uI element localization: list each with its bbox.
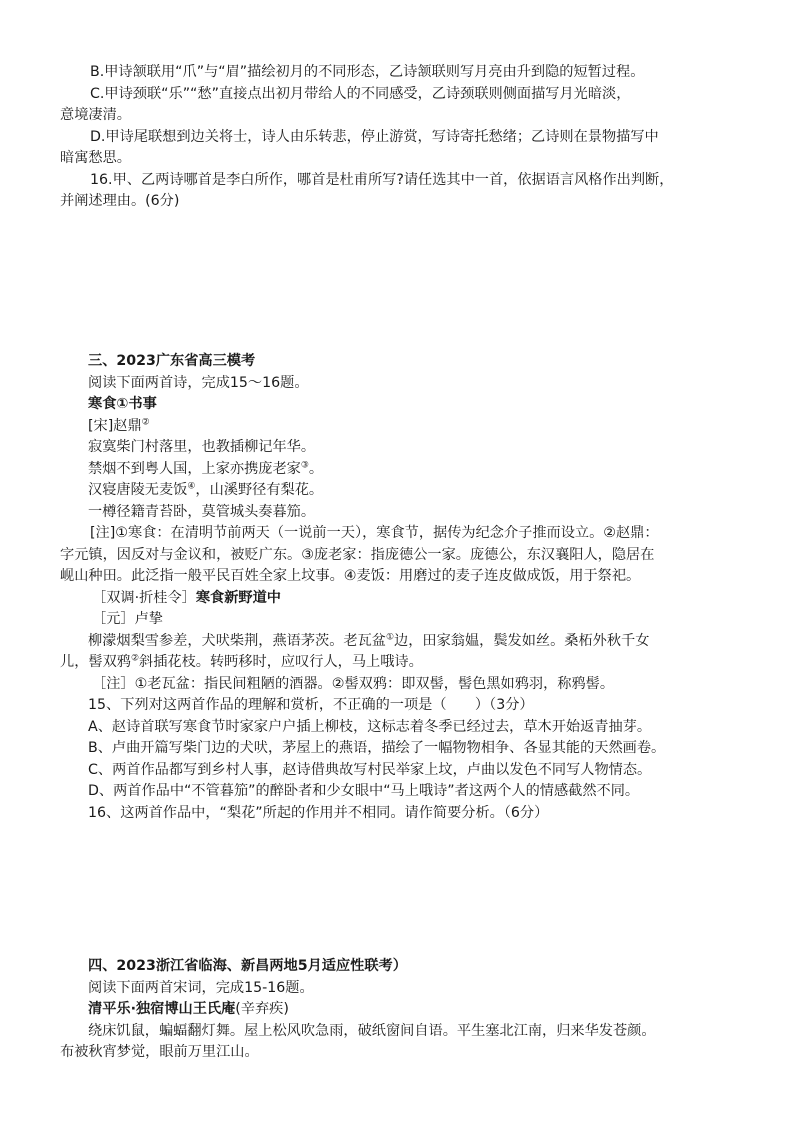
poem2-tune: ［双调·折桂令］ [92,589,196,606]
part4-heading: 四、2023浙江省临海、新昌两地5月适应性联考） [88,958,407,974]
part4-poem-line2: 布被秋宵梦觉，眼前万里江山。 [60,1044,259,1060]
poem1-line1: 寂寞柴门村落里，也教插柳记年华。 [88,439,316,455]
part4-intro: 阅读下面两首宋词，完成15-16题。 [88,979,314,996]
poem2-line2 [60,652,740,674]
poem2-author: ［元］卢挚 [92,611,163,627]
option-d-line1: D.甲诗尾联想到边关将士，诗人由乐转悲，停止游赏，写诗寄托愁绪；乙诗则在景物描写中 [90,128,659,145]
poem1-line4: 一樽径籍青苔卧，莫管城头奏暮笳。 [88,503,316,520]
part2-section [60,62,740,213]
poem2-line2-end: 斜插花枝。转眄移时，应叹行人，马上哦诗。 [139,654,423,670]
poem2-heading [88,588,740,610]
note1-line1: [注]①寒食：在清明节前两天（一说前一天），寒食节，据传为纪念介子推而设立。②赵鼎： [90,525,659,541]
question-15-option-d: D、两首作品中“不管暮笳”的醉卧者和少女眼中“马上哦诗”者这两个人的情感截然不同。 [88,783,640,799]
poem1-line3-text: 汉寝唐陵无麦饭 [88,482,188,498]
question-15-option-b: B、卢曲开篇写柴门边的犬吠，茅屋上的燕语，描绘了一幅物物相争、各显其能的天然画卷。 [88,740,666,756]
part4-poem-title: 清平乐·独宿博山王氏庵 [88,1001,236,1017]
poem2-line2-text: 儿，髻双鸦 [60,654,131,670]
part4-section [60,956,740,1064]
part4-poem-author: (辛弃疾) [235,1001,289,1017]
footnote-mark: ② [130,653,140,664]
note2: ［注］①老瓦盆：指民间粗陋的酒器。②髻双鸦：即双髻，髻色黑如鸦羽，称鸦髻。 [92,675,615,692]
footnote-mark: ① [385,631,395,642]
note1-line2: 字元镇，因反对与金议和，被贬广东。③庞老家：指庞德公一家。庞德公，东汉襄阳人，隐居在 [60,546,655,563]
poem1-line3-end: ，山溪野径有梨花。 [195,482,324,498]
part4-poem-line1: 绕床饥鼠，蝙蝠翻灯舞。屋上松风吹急雨，破纸窗间自语。平生塞北江南，归来华发苍颜。 [88,1022,656,1039]
poem1-title: 寒食①书事 [88,396,157,412]
poem2-title: 寒食新野道中 [195,589,281,606]
footnote-mark: ② [141,416,150,427]
question-16: 16、这两首作品中，“梨花”所起的作用并不相同。请作简要分析。（6分） [88,804,549,821]
part3-intro: 阅读下面两首诗，完成15～16题。 [88,374,309,391]
question-15-option-c: C、两首作品都写到乡村人事，赵诗借典故写村民举家上坟，卢曲以发色不同写人物情态。 [88,761,652,778]
poem1-line2 [88,459,740,481]
option-c-line2: 意境凄清。 [60,107,131,123]
poem1-author-text: [宋]赵鼎 [88,417,142,434]
option-d-line2: 暗寓愁思。 [60,150,131,166]
footnote-mark: ③ [300,459,309,470]
poem1-line3 [88,480,740,502]
question-16-line2: 并阐述理由。(6分) [60,193,180,209]
poem1-line2-text: 禁烟不到粤人国，上家亦携庞老家 [88,460,301,477]
note1-line3: 岘山种田。此泛指一般平民百姓全家上坟事。④麦饭：用磨过的麦子连皮做成饭，用于祭祀。 [60,568,641,584]
part4-poem-heading [88,999,740,1021]
poem2-line1-text: 柳濛烟梨雪参差，犬吠柴荆，燕语茅茨。老瓦盆 [88,632,386,649]
poem2-line1-end: 边，田家翁媪，鬓发如丝。桑柘外秋千女 [394,632,650,649]
part3-section [60,351,740,824]
poem1-author [88,416,740,438]
question-16-line1: 16.甲、乙两诗哪首是李白所作，哪首是杜甫所写?请任选其中一首，依据语言风格作出判断， [90,171,674,188]
question-15-option-a: A、赵诗首联写寒食节时家家户户插上柳枝，这标志着冬季已经过去，草木开始返青抽芽。 [88,718,652,735]
poem1-line2-end: 。 [308,460,324,477]
option-c-line1: C.甲诗颈联“乐”“愁”直接点出初月带给人的不同感受，乙诗颈联则侧面描写月光暗淡， [90,85,631,102]
footnote-mark: ④ [187,481,196,492]
option-b: B.甲诗颔联用“爪”与“眉”描绘初月的不同形态，乙诗颔联则写月亮由升到隐的短暂过程。 [90,64,645,80]
poem2-line1 [88,631,740,653]
part3-heading: 三、2023广东省高三模考 [88,353,256,369]
question-15: 15、下列对这两首作品的理解和赏析，不正确的一项是（ ）（3分） [88,697,534,713]
